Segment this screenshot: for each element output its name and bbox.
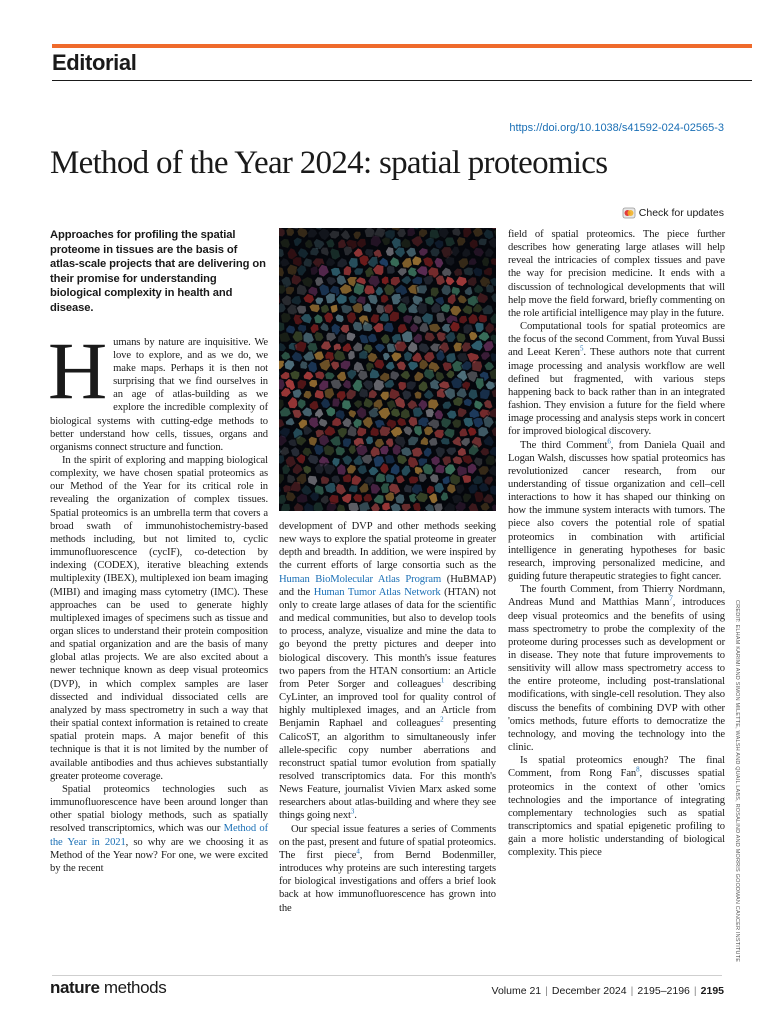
standfirst: Approaches for profiling the spatial proteome in tissues are the basis of atlas-scale projects that are delivering on their promise for understanding biological complexity in health and disease.	[50, 229, 266, 314]
mosaic-cell	[373, 379, 385, 392]
mosaic-cell	[407, 228, 416, 237]
mosaic-cell	[282, 464, 291, 475]
reference-8[interactable]: 8	[636, 765, 640, 774]
mosaic-cell	[290, 370, 301, 380]
mosaic-cell	[467, 427, 477, 437]
mosaic-cell	[394, 341, 408, 352]
top-accent-rule	[52, 44, 752, 48]
mosaic-cell	[485, 248, 495, 258]
mosaic-cell	[479, 389, 490, 401]
mosaic-cell	[296, 493, 308, 503]
mosaic-cell	[418, 247, 428, 256]
mosaic-cell	[416, 266, 429, 277]
mosaic-cell	[390, 408, 401, 418]
section-rule	[52, 80, 752, 81]
mosaic-cell	[407, 361, 419, 371]
mosaic-cell	[279, 321, 285, 332]
reference-7[interactable]: 7	[669, 594, 673, 603]
column-1	[50, 228, 268, 875]
mosaic-cell	[310, 247, 320, 256]
section-label: Editorial	[52, 50, 137, 75]
mosaic-cell	[310, 266, 319, 276]
mosaic-cell	[285, 418, 295, 427]
mosaic-cell	[430, 247, 441, 257]
mosaic-cell	[401, 503, 412, 511]
mosaic-cell	[326, 276, 337, 286]
mosaic-cell	[348, 502, 360, 511]
mosaic-cell	[481, 257, 489, 268]
mosaic-cell	[452, 419, 462, 429]
mosaic-cell	[491, 389, 496, 399]
mosaic-cell	[279, 473, 285, 484]
mosaic-cell	[457, 407, 467, 418]
reference-3[interactable]: 3	[350, 807, 355, 816]
mosaic-cell	[423, 369, 435, 381]
mosaic-cell	[295, 435, 307, 446]
mosaic-cell	[462, 474, 472, 483]
mosaic-cell	[411, 236, 424, 248]
check-updates-icon	[622, 207, 636, 219]
mosaic-cell	[370, 483, 381, 495]
mosaic-cell	[335, 446, 346, 457]
mosaic-cell	[303, 390, 312, 399]
mosaic-cell	[326, 502, 338, 511]
paragraph-5: Our special issue features a series of Comments on the past, present and future of spatial proteomics. The first piece$^4$, from Bernd Bodenmiller, introduces why proteins are such interesting targets for biological investigations and offers a brief look back at how immunofluorescence has grown into the	[279, 823, 496, 914]
mosaic-cell	[337, 504, 346, 511]
paragraph-3: Spatial proteomics technologies such as immunofluorescence have been around longer than other spatial biology methods, such as spatially resolved transcriptomics, which was our Method of the Year in 2021, so why are we choosing it as Method of the Year now? For one, we were excited by the recent	[50, 783, 269, 874]
mosaic-cell	[488, 465, 496, 477]
mosaic-cell	[473, 247, 485, 257]
mosaic-cell	[406, 381, 416, 391]
mosaic-cell	[420, 436, 429, 446]
column-3	[508, 228, 725, 860]
mosaic-cell	[357, 427, 367, 437]
mosaic-cell	[495, 399, 496, 409]
mosaic-cell	[425, 408, 435, 418]
mosaic-cell	[346, 389, 357, 400]
mosaic-cell	[314, 371, 325, 381]
mosaic-cell	[468, 502, 479, 511]
paragraph-7: Computational tools for spatial proteomics are the focus of the second Comment, from Yuval Bussi and Leeat Keren$^5$. These authors note that current image processing and analysis workflow are well defined but fragmented, with various steps happening back to back rather than in an integrated fashion. They envision a future for the field where image processing and analysis steps work in concert for improved biological discovery.	[508, 321, 725, 438]
mosaic-cell	[279, 228, 285, 237]
mosaic-cell	[284, 359, 295, 370]
mosaic-cell	[444, 256, 455, 266]
mosaic-cell	[462, 247, 472, 257]
mosaic-cell	[442, 401, 452, 410]
mosaic-cell	[467, 463, 477, 475]
mosaic-cell	[440, 437, 450, 445]
mosaic-cell	[353, 268, 363, 276]
mosaic-cell	[463, 398, 473, 407]
mosaic-cell	[332, 417, 342, 427]
mosaic-cell	[461, 342, 472, 353]
mosaic-cell	[318, 418, 328, 428]
mosaic-cell	[416, 285, 428, 295]
mosaic-cell	[495, 493, 496, 503]
mosaic-cell	[386, 265, 395, 274]
mosaic-cell	[385, 473, 395, 483]
mosaic-cell	[462, 493, 471, 503]
mosaic-cell	[383, 322, 394, 333]
mosaic-cell	[359, 482, 370, 493]
reference-2[interactable]: 2	[440, 715, 444, 724]
mosaic-cell	[396, 361, 407, 371]
mosaic-cell	[412, 502, 421, 511]
mosaic-cell	[412, 256, 423, 266]
mosaic-cell	[451, 246, 461, 257]
mosaic-cell	[456, 236, 466, 246]
mosaic-cell	[490, 352, 496, 362]
mosaic-cell	[424, 332, 436, 342]
mosaic-cell	[433, 503, 443, 511]
page-range: 2195–2196	[637, 985, 690, 997]
mosaic-cell	[446, 447, 457, 456]
mosaic-cell	[455, 484, 465, 495]
reference-1[interactable]: 1	[440, 676, 445, 685]
mosaic-cell	[408, 476, 419, 484]
hubmap-link[interactable]: Human BioMolecular Atlas Program	[279, 573, 442, 585]
column-2	[279, 520, 496, 915]
mosaic-cell	[468, 258, 477, 266]
mosaic-cell	[474, 491, 485, 503]
page-title: Method of the Year 2024: spatial proteomics	[50, 145, 608, 181]
paragraph-10: Is spatial proteomics enough? The final Comment, from Rong Fan$^8$, discusses spatial proteomics in the context of other 'omics technologies and the importance of integrating complementary technologies such as spatial transcriptomics and spatial epigenetic profiling to gain a more holistic understanding of biological complexity. This piece	[508, 755, 725, 859]
mosaic-cell	[279, 351, 280, 361]
mosaic-cell	[281, 503, 291, 511]
mosaic-cell	[452, 228, 462, 237]
paragraph-2: In the spirit of exploring and mapping biological complexity, we have chosen spatial proteomics as our Method of the Year for its critical role in revealing the organization of complex tissues. Spatial proteomics is an umbrella term that covers a broad swath of immunohistochemistry-based methods including, but not limited to, cyclic immunofluorescence (cycIF), co-detection by indexing (CODEX), iterative bleaching extends multiplexity (IBEX), multiplexed ion beam imaging (MIBI) and imaging mass cytometry (IMC). These approaches can be used to generate highly multiplexed images of specimens such as tissue and organ slices to understand their protein composition and spatial organization and are the basis of many global atlas projects. We are also excited about a newer technique known as deep visual proteomics (DVP), in which complex samples are laser dissected and individual dissociated cells are analyzed by mass spectrometry in such a way that their spatial context information is retained to create spatial protein maps. A major benefit of this technique is that it is not limited by the number of available antibodies and thus achieves substantially greater proteome coverage.	[50, 454, 268, 782]
mosaic-cell	[389, 311, 399, 322]
mosaic-cell	[374, 343, 386, 353]
mosaic-cell	[400, 370, 411, 380]
mosaic-cell	[367, 333, 378, 343]
mosaic-cell	[459, 315, 468, 324]
mosaic-cell	[436, 312, 446, 323]
mosaic-cell	[384, 454, 395, 464]
spatial-proteomics-mosaic-image	[279, 228, 496, 511]
mosaic-cell	[348, 409, 357, 418]
mosaic-cell	[325, 293, 335, 304]
check-for-updates-button[interactable]	[622, 207, 724, 219]
mosaic-cell	[463, 267, 474, 277]
mosaic-cell	[340, 360, 351, 371]
mosaic-cell	[335, 314, 344, 323]
paragraph-8: The third Comment$^6$, from Daniela Quail and Logan Walsh, discusses how spatial proteomics has revolutionized cancer research, from our understanding of tissue organization and cell–cell interactions to how it has shaped our thinking on how the immune system interacts with tumors. The piece also covers the potential role of spatial proteomics in combination with artificial intelligence in generating hypotheses for basic research, improving personalized medicine, and guiding future therapeutic strategies to fight cancer.	[508, 436, 725, 583]
mosaic-cell	[323, 463, 336, 475]
drop-cap: H	[48, 324, 108, 416]
page-number: 2195	[700, 985, 724, 997]
volume: Volume 21	[491, 985, 542, 997]
htan-link[interactable]: Human Tumor Atlas Network	[313, 586, 441, 598]
page-info: Volume 21 | December 2024 | 2195–2196 | 2195	[491, 985, 724, 997]
mosaic-cell	[279, 266, 285, 277]
mosaic-cell	[472, 267, 482, 277]
mosaic-cell	[461, 437, 471, 447]
mosaic-cell	[480, 502, 491, 511]
paragraph-4: development of DVP and other methods seeking new ways to explore the spatial proteome in greater depth and breadth. In addition, we were inspired by the current efforts of large consortia such as the Human BioMolecular Atlas Program (HuBMAP) and the Human Tumor Atlas Network (HTAN) not only to create large atlases of data for the scientific and medical communities, but also to develop tools to process, analyze, visualize and mine the data to go beyond the pretty pictures and deeper into biological discovery. This month's issue features two papers from the HTAN consortium: an Article from Peter Sorger and colleagues$^1$ describing CyLinter, an improved tool for quality control of highly multiplexed images, and an Article from Benjamin Raphael and colleagues$^2$ presenting CalicoST, an algorithm to simultaneously infer allele-specific copy number aberrations and reconstruct spatial tumor evolution from spatially resolved transcriptomics data. For this month's News Feature, journalist Vivien Marx asked some researchers about atlas-building and where they see things going next$^3$.	[279, 521, 496, 822]
mosaic-cell	[463, 228, 473, 238]
mosaic-cell	[332, 398, 340, 408]
mosaic-cell	[490, 258, 496, 266]
mosaic-cell	[330, 304, 339, 314]
mosaic-cell	[483, 399, 493, 409]
mosaic-cell	[309, 304, 321, 313]
mosaic-cell	[385, 361, 395, 371]
cover-figure	[279, 228, 496, 511]
mosaic-cell	[462, 305, 473, 316]
mosaic-cell	[428, 437, 438, 446]
mosaic-cell	[379, 445, 389, 455]
mosaic-cell	[347, 350, 355, 360]
mosaic-cell	[441, 284, 452, 296]
footer-rule	[52, 975, 722, 976]
mosaic-cell	[309, 379, 318, 388]
mosaic-cell	[425, 237, 435, 247]
mosaic-cell	[385, 246, 394, 256]
mosaic-cell	[280, 238, 291, 248]
mosaic-cell	[314, 389, 324, 399]
mosaic-cell	[397, 454, 408, 465]
mosaic-cell	[483, 267, 493, 276]
mosaic-cell	[353, 493, 363, 503]
mosaic-cell	[357, 465, 368, 475]
mosaic-cell	[320, 247, 329, 257]
mosaic-cell	[414, 391, 422, 400]
mosaic-cell	[472, 228, 484, 237]
mosaic-cell	[423, 426, 434, 436]
mosaic-cell	[279, 248, 285, 258]
mosaic-cell	[408, 436, 419, 446]
mosaic-cell	[330, 361, 340, 371]
mosaic-cell	[390, 463, 400, 476]
mosaic-cell	[291, 481, 302, 492]
mosaic-cell	[321, 341, 332, 351]
mosaic-cell	[423, 275, 434, 285]
mosaic-cell	[370, 235, 382, 248]
mosaic-cell	[434, 257, 444, 268]
mosaic-cell	[279, 465, 280, 475]
mosaic-cell	[470, 340, 484, 352]
mosaic-cell	[285, 491, 296, 502]
mosaic-cell	[491, 504, 496, 511]
reference-4[interactable]: 4	[356, 847, 360, 856]
issue-date: December 2024	[551, 985, 627, 997]
doi-link[interactable]: https://doi.org/10.1038/s41592-024-02565-3	[509, 122, 724, 134]
mosaic-cell	[441, 417, 452, 429]
paragraph-1: Humans by nature are inquisitive. We love to explore, and as we do, we make maps. Perhaps it is then not surprising that we find ourselves in an age of atlas-building as we explore the incredible complexity of biological systems with cutting-edge methods to better understand how cells, tissues, organs and organisms connect structure and function.	[48, 324, 268, 453]
mosaic-cell	[297, 379, 307, 390]
journal-logo: nature methods	[50, 978, 167, 997]
mosaic-cell	[346, 332, 356, 342]
mosaic-cell	[480, 352, 491, 361]
mosaic-cell	[478, 238, 488, 246]
mosaic-cell	[346, 369, 357, 380]
mosaic-cell	[380, 294, 389, 304]
mosaic-cell	[474, 322, 484, 333]
method-of-year-2021-link[interactable]: Method of the Year in 2021	[50, 823, 269, 848]
mosaic-cell	[491, 427, 496, 438]
figure-credit: CREDIT: ELHAM KARIMI AND SIMON MILETTE, WALSH AND QUAIL LABS, ROSALIND AND MORRIS GOODMAN CANCER INSTITUTE	[734, 600, 740, 963]
mosaic-cell	[486, 284, 495, 294]
mosaic-cell	[314, 314, 324, 325]
mosaic-cell	[418, 473, 427, 483]
mosaic-cell	[279, 486, 282, 495]
reference-5[interactable]: 5	[579, 344, 584, 353]
mosaic-cell	[413, 426, 422, 437]
mosaic-cell	[286, 228, 295, 237]
mosaic-cell	[374, 359, 386, 370]
mosaic-cell	[293, 237, 302, 247]
mosaic-cell	[457, 294, 468, 304]
mosaic-cell	[336, 483, 347, 495]
mosaic-cell	[403, 426, 413, 437]
mosaic-cell	[483, 341, 495, 352]
mosaic-cell	[491, 293, 497, 304]
mosaic-cell	[381, 237, 391, 246]
mosaic-cell	[348, 485, 358, 494]
paragraph-9: The fourth Comment, from Thierry Nordmann, Andreas Mund and Matthias Mann$^7$, introduces deep visual proteomics and the benefits of using mass spectrometry to probe the complexity of the proteome during processes such as development or in disease. They note that future improvements to sensitivity will allow mass spectrometry access to the entire proteome, including post-translational modifications, with single-cell resolution. They also discuss the benefits of combining DVP with other 'omics methods, future efforts to democratize the technology, and moving the technology into the clinic.	[508, 584, 725, 754]
mosaic-cell	[397, 417, 408, 427]
mosaic-cell	[279, 342, 287, 352]
mosaic-cell	[343, 246, 353, 256]
mosaic-cell	[279, 455, 285, 465]
mosaic-cell	[292, 409, 303, 419]
mosaic-cell	[482, 304, 494, 314]
mosaic-cell	[411, 447, 423, 457]
mosaic-cell	[314, 351, 325, 361]
mosaic-cell	[365, 436, 374, 445]
check-updates-label: Check for updates	[638, 207, 724, 219]
mosaic-cell	[464, 286, 473, 296]
mosaic-cell	[353, 282, 364, 295]
mosaic-cell	[468, 444, 479, 456]
mosaic-cell	[285, 286, 295, 295]
mosaic-cell	[369, 368, 380, 379]
mosaic-cell	[323, 444, 335, 456]
mosaic-cell	[423, 447, 432, 458]
paragraph-6: field of spatial proteomics. The piece further describes how generating large atlases will help reveal the intricacies of complex tissues and pave the way for precision medicine. It ends with a discussion of technological developments that will help move the field forward, briefly commenting on the role artificial intelligence may play in the future.	[508, 229, 725, 319]
mosaic-cell	[456, 276, 468, 287]
mosaic-cell	[314, 331, 325, 341]
reference-6[interactable]: 6	[607, 436, 611, 445]
mosaic-cell	[343, 265, 352, 276]
